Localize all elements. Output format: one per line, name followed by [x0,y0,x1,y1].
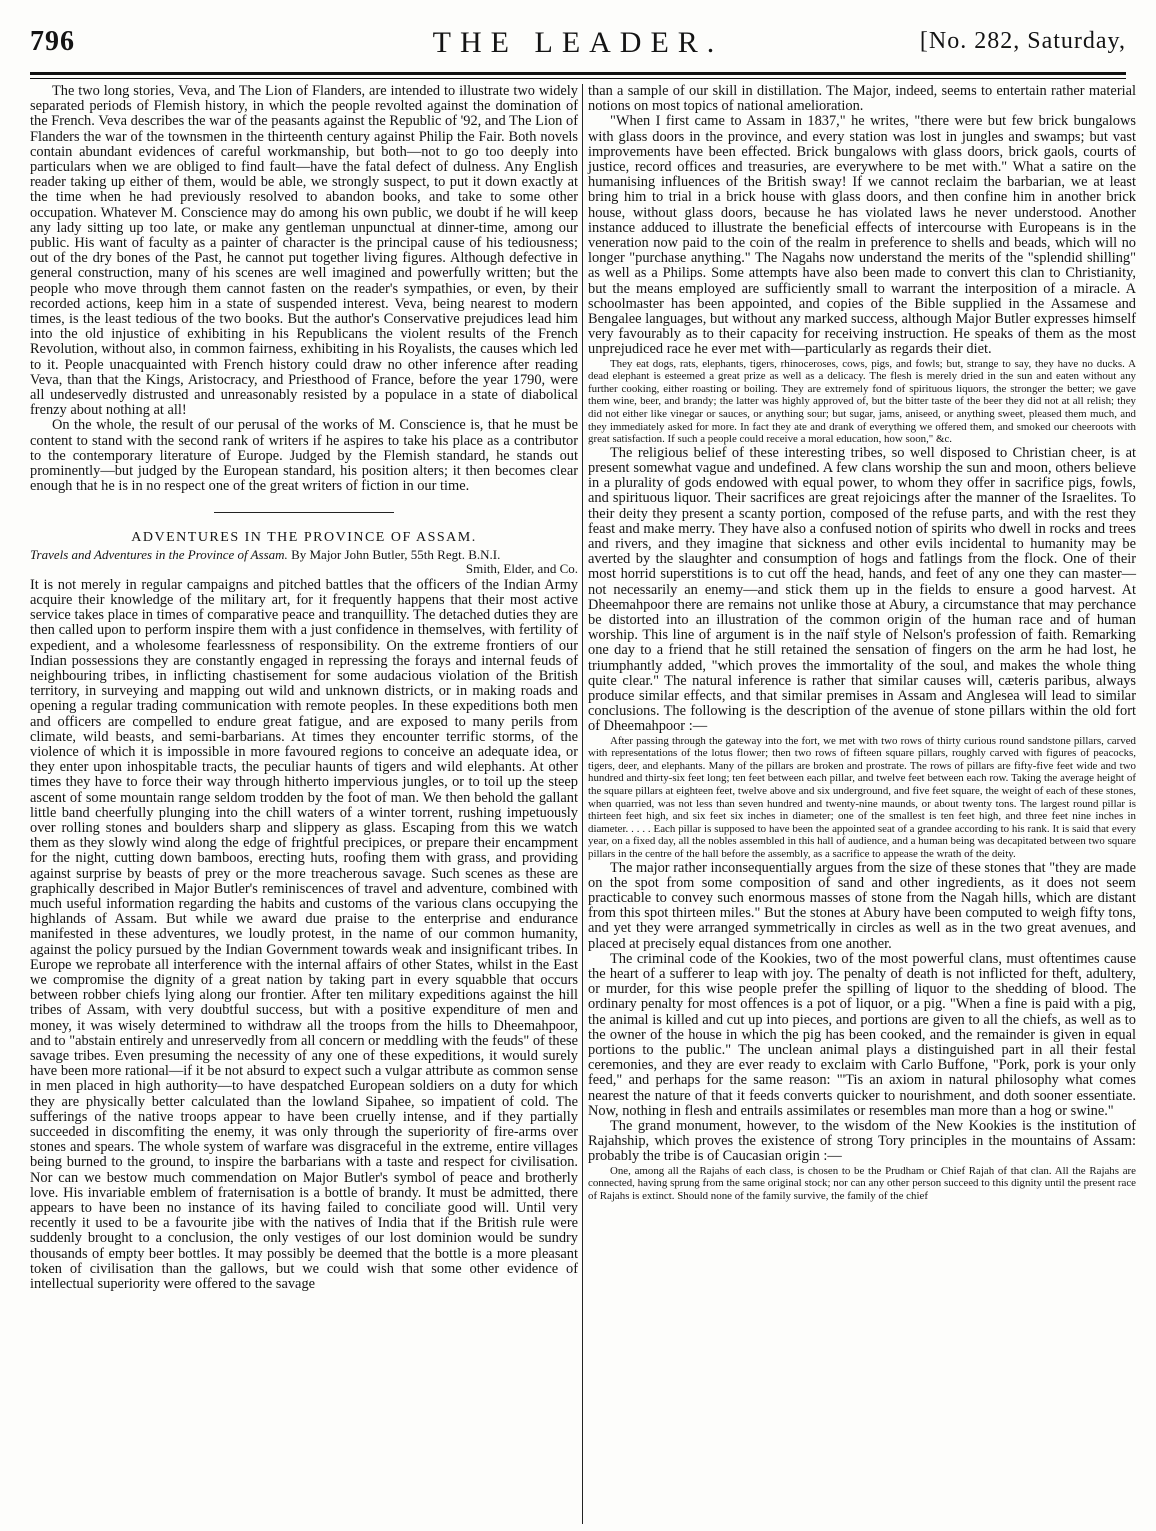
page-header [30,26,1126,70]
book-author: By Major John Butler, 55th Regt. B.N.I. [291,546,501,562]
assam-review-paragraph-5: The major rather inconsequentially argues from the size of these stones that "they are made on the spot from some composition of sand and other ingredients, as it does not seem practicable to convey such enormous masses of stone from the Nagah hills, which are distant from this spot thirteen miles." But the stones at Abury have been computed to weigh fifty tons, and yet they were arranged symmetrically in circles as well as in the two great avenues, and placed at precisely equal distances from one another. [588,859,1136,952]
assam-review-paragraph-3: "When I first came to Assam in 1837," he writes, "there were but few brick bungalows with glass doors in the province, and every station was lost in jungles and swamps; but vast improvements have been effected. Brick bungalows with glass doors, brick gaols, courts of justice, record offices and treasuries, are everywhere to be met with." What a satire on the humanising influences of the British sway! If we cannot reclaim the barbarian, we at least bring him to trial in a brick house with glass doors, and then confine him in another brick house, without glass doors, because he has violated laws he never understood. Another instance adduced to illustrate the beneficial effects of intercourse with Europeans is in the veneration now paid to the coin of the realm in preference to shells and beads, which will no longer "purchase anything." The Nagahs now understand the merits of the "splendid shilling" as well as a Philips. Some attempts have also been made to convert this clan to Christianity, but the means employed are sufficiently small to warrant the interposition of a miracle. A schoolmaster has been appointed, and copies of the Bible supplied in the Assamese and Bengalee languages, but without any marked success, although Major Butler expresses himself very favourably as to their capacity for receiving instruction. He speaks of them as the most unprejudiced race he ever met with—particularly as regards their diet. [588,113,1136,358]
review-conscience-paragraph-2: On the whole, the result of our perusal of the works of M. Conscience is, that he must be content to stand with the second rank of writers if he aspires to take his place as a contributor to the contemporary literature of Europe. Judged by the Flemish standard, he stands out prominently—but judged by the European standard, his position alters; it then becomes clear enough that he is in no respect one of the great writers of fiction in our time. [30,417,578,495]
assam-review-paragraph-2: than a sample of our skill in distillation. The Major, indeed, seems to entertain rather material notions on most topics of national amelioration. [588,83,1136,115]
assam-review-paragraph-1: It is not merely in regular campaigns and pitched battles that the officers of the Indian Army acquire their knowledge of the military art, for it frequently happens that their most active service takes place in times of comparative peace and tranquillity. The detached duties they are then called upon to perform inspire them with a just confidence in themselves, with fertility of expedient, and a wholesome fearlessness of responsibility. On the extreme frontiers of our Indian possessions they are constantly engaged in repressing the forays and internal feuds of neighbouring tribes, in inflicting chastisement for some audacious violation of the British territory, in surveying and mapping out wild and unknown districts, or in making roads and opening a regular trading communication with remote peoples. In these expeditions both men and officers are compelled to endure great fatigue, and are exposed to many perils from climate, wild beasts, and semi-barbarians. At times they encounter terrific storms, of the violence of which it is impossible in more favoured regions to conceive an adequate idea, or they enter upon inhospitable tracts, the peculiar haunts of tigers and wild elephants. At other times they have to force their way through hitherto impervious jungles, or to toil up the steep ascent of some mountain range seldom trodden by the foot of man. We then behold the gallant little band cheerfully plunging into the chill waters of a winter torrent, rushing impetuously over rolling stones and boulders sharp and slippery as glass. Escaping from this we watch them as they slowly wind along the edge of frightful precipices, or prepare their encampment for the night, cutting down bamboos, erecting huts, roofing them with grass, and providing against surprise by beasts of prey or the more treacherous savage. Such scenes as these are graphically described in Major Butler's reminiscences of travel and adventure, combined with much useful information regarding the habits and customs of the various clans occupying the highlands of Assam. But while we award due praise to the enterprise and endurance manifested in these adventures, we loudly protest, in the name of our common humanity, against the policy pursued by the Indian Government towards weak and insignificant tribes. In Europe we reprobate all interference with the internal affairs of other States, whilst in the East we compromise the dignity of a great nation by taking part in every squabble that occurs between robber chiefs lying along our frontier. After ten military expeditions against the hill tribes of Assam, with very doubtful success, but with a positive expenditure of men and money, it was wisely determined to withdraw all the troops from the hills to Dheemahpoor, and to "abstain entirely and unreservedly from all concern or meddling with the feuds" of these savage tribes. Even presuming the necessity of any one of these expeditions, it would surely have been more rational—if it be not absurd to expect such a vulgar attribute as common sense in men placed in high authority—to have despatched European soldiers on a duty for which they are physically better calculated than the lowland Sipahee, so impatient of cold. The sufferings of the native troops appear to have been cruelly intense, and if they partially succeeded in discomfiting the enemy, it was only through the superiority of fire-arms over stones and spears. The whole system of warfare was disgraceful in the extreme, entire villages being burned to the ground, to inspire the barbarians with a taste and respect for civilisation. Nor can we bestow much commendation on Major Butler's symbol of peace and brotherly love. His invariable emblem of fraternisation is a bottle of brandy. It must be admitted, there appears to have been no instance of its having failed to conciliate good will. Until very recently it used to be a favourite jibe with the natives of India that if the British rule were suddenly brought to a conclusion, the only vestiges of our lost dominion would be sundry thousands of empty beer bottles. It may possibly be deemed that the bottle is a more pleasant token of civilisation than the gallows, but we could wish that some other evidence of intellectual superiority were offered to the savage [30,576,578,1293]
book-title: Travels and Adventures in the Province of Assam. [30,546,288,562]
article-heading: ADVENTURES IN THE PROVINCE OF ASSAM. [131,530,477,546]
page-number: 796 [30,26,75,57]
quotation-rajahs: One, among all the Rajahs of each class, is chosen to be the Prudham or Chief Rajah of that clan. All the Rajahs are connected, having sprung from the same original stock; nor can any other person succeed to this dignity until the present race of Rajahs is extinct. Should none of the family survive, the family of the chief [588,1164,1136,1202]
assam-review-paragraph-7: The grand monument, however, to the wisdom of the New Kookies is the institution of Rajahship, which proves the existence of strong Tory principles in the mountains of Assam: probably the tribe is of Caucasian origin :— [588,1118,1136,1165]
book-reference [30,548,578,576]
right-column [588,84,1136,1202]
review-conscience-paragraph-1: The two long stories, Veva, and The Lion of Flanders, are intended to illustrate two widely separated periods of Flemish history, in which the people revolted against the domination of the French. Veva describes the war of the peasants against the Republic of '92, and The Lion of Flanders the war of the townsmen in the thirteenth century against Philip the Fair. Both novels contain abundant evidences of careful workmanship, but both—not to go too deeply into particulars when we are obliged to find fault—have the fatal defect of dulness. Any English reader taking up either of them, would be able, we strongly suspect, to put it down exactly at the time when he had previously resolved to abandon books, and take to some other occupation. Whatever M. Conscience may do among his own public, we doubt if he will keep any lady sitting up too late, or make any gentleman unpunctual at dinner-time, among our public. His want of faculty as a painter of character is the principal cause of his tediousness; out of the dry bones of the Past, he cannot put together living figures. Although defective in general construction, many of his scenes are well imagined and powerfully written; but the people who move through them cannot fasten on the reader's sympathies, or even, by their recorded actions, keep him in a state of suspended interest. Veva, being nearest to modern times, is the least tedious of the two books. But the author's Conservative prejudices lead him into the old injustice of exhibiting in his Republicans the violent results of the French Revolution, without also, in common fairness, exhibiting in his Royalists, the causes which led to it. People unacquainted with French history could draw no other inference after reading Veva, than that the Kings, Aristocracy, and Priesthood of France, before the year 1790, were all undeservedly distrusted and unreasonably resisted by a populace in a state of diabolical frenzy about nothing at all! [30,83,578,419]
issue-label: [No. 282, Saturday, [919,28,1126,54]
book-publisher: Smith, Elder, and Co. [465,560,578,576]
header-rule-thin [30,78,1126,79]
left-column [30,84,578,1292]
column-divider [582,84,583,1524]
assam-review-paragraph-4: The religious belief of these interesting tribes, so well disposed to Christian cheer, is at present somewhat vague and undefined. A few clans worship the sun and moon, others believe in a plurality of gods endowed with equal power, to whom they offer in sacrifice pigs, fowls, and spirituous liquor. Their sacrifices are great rejoicings after the manner of the Israelites. To their deity they present a scanty portion, composed of the refuse parts, and with the rest they feast and make merry. They have also a confused notion of spirits who dwell in rocks and trees and rivers, and they imagine that sickness and other evils incidental to humanity may be averted by the slaughter and consumption of hogs and fatlings from the flock. One of their most horrid superstitions is to cut off the head, hands, and feet of any one they can master—not necessarily an enemy—and stick them up in the fields to ensure a good harvest. At Dheemahpoor there are remains not unlike those at Abury, a circumstance that may perchance be distorted into an illustration of the common origin of the human race and of human worship. This line of argument is in the naïf style of Nelson's profession of faith. Remarking one day to a friend that he still retained the sensation of fingers on the arm he had lost, he triumphantly added, "which proves the immortality of the soul, and makes the whole thing quite clear." The natural inference is rather that similar causes will, cæteris paribus, always produce similar effects, and that similar premises in Assam and Anglesea will lead to similar conclusions. The following is the description of the avenue of stone pillars within the old fort of Dheemahpoor :— [588,444,1136,735]
newspaper-title: THE LEADER. [432,26,724,59]
section-separator [214,512,394,513]
assam-review-paragraph-6: The criminal code of the Kookies, two of the most powerful clans, must oftentimes cause the heart of a sufferer to leap with joy. The penalty of death is not inflicted for theft, adultery, or murder, for this wise people prefer the spilling of liquor to the shedding of blood. The ordinary penalty for most offences is a pot of liquor, or a pig. "When a fine is paid with a pig, the animal is killed and cut up into pieces, and portions are given to all the chiefs, as well as to the owner of the house in which the pig has been cooked, and the remainder is given in equal portions to the public." The unclean animal plays a distinguished part in all their festal ceremonies, and they are ever ready to exclaim with Carlo Buffone, "Pork, pork is your only feed," and perhaps for the same reason: "'Tis an axiom in natural philosophy what comes nearest the nature of that it feeds converts quicker to nourishment, and doth sooner essentiate. Now, nothing in flesh and entrails assimilates or resembles man more than a hog or swine." [588,950,1136,1119]
header-rule-thick [30,72,1126,75]
quotation-diet: They eat dogs, rats, elephants, tigers, rhinoceroses, cows, pigs, and fowls; but, strange to say, they have no ducks. A dead elephant is esteemed a great prize as well as a delicacy. The flesh is merely dried in the sun and eaten without any further cooking, either roasting or boiling. They are extremely fond of spirituous liquors, the stronger the better; we gave them wine, beer, and brandy; the latter was highly approved of, but the bitter taste of the beer they did not at all relish; they did not either like vinegar or sauces, or anything sour; but sugar, jams, aniseed, or anything sweet, pleased them much, and they immediately asked for more. In fact they ate and drank of everything we offered them, and smoked our cheeroots with great satisfaction. If such a people could receive a moral education, how soon," &c. [588,357,1136,446]
quotation-pillars: After passing through the gateway into the fort, we met with two rows of thirty curious round sandstone pillars, carved with representations of the lotus flower; then two rows of fifteen square pillars, roughly carved with figures of peacocks, tigers, deer, and elephants. Many of the pillars are broken and prostrate. The rows of pillars are fifty-five feet wide and two hundred and thirty-six feet long; ten feet between each pillar, and twelve feet between each row. Taking the average height of the square pillars at eighteen feet, twelve above and six underground, and five feet square, the weight of each of these stones, when quarried, was not less than seven hundred and twenty-nine maunds, or about twenty tons. The largest round pillar is thirteen feet high, and six feet six inches in diameter; one of the smallest is ten feet high, and three feet nine inches in diameter. . . . . Each pillar is supposed to have been the appointed seat of a grandee according to his rank. It is said that every year, on a fixed day, all the nobles assembled in this hall of audience, and a human being was decapitated between two square pillars in the centre of the hall before the assembly, as a sacrifice to appease the wrath of the deity. [588,734,1136,861]
